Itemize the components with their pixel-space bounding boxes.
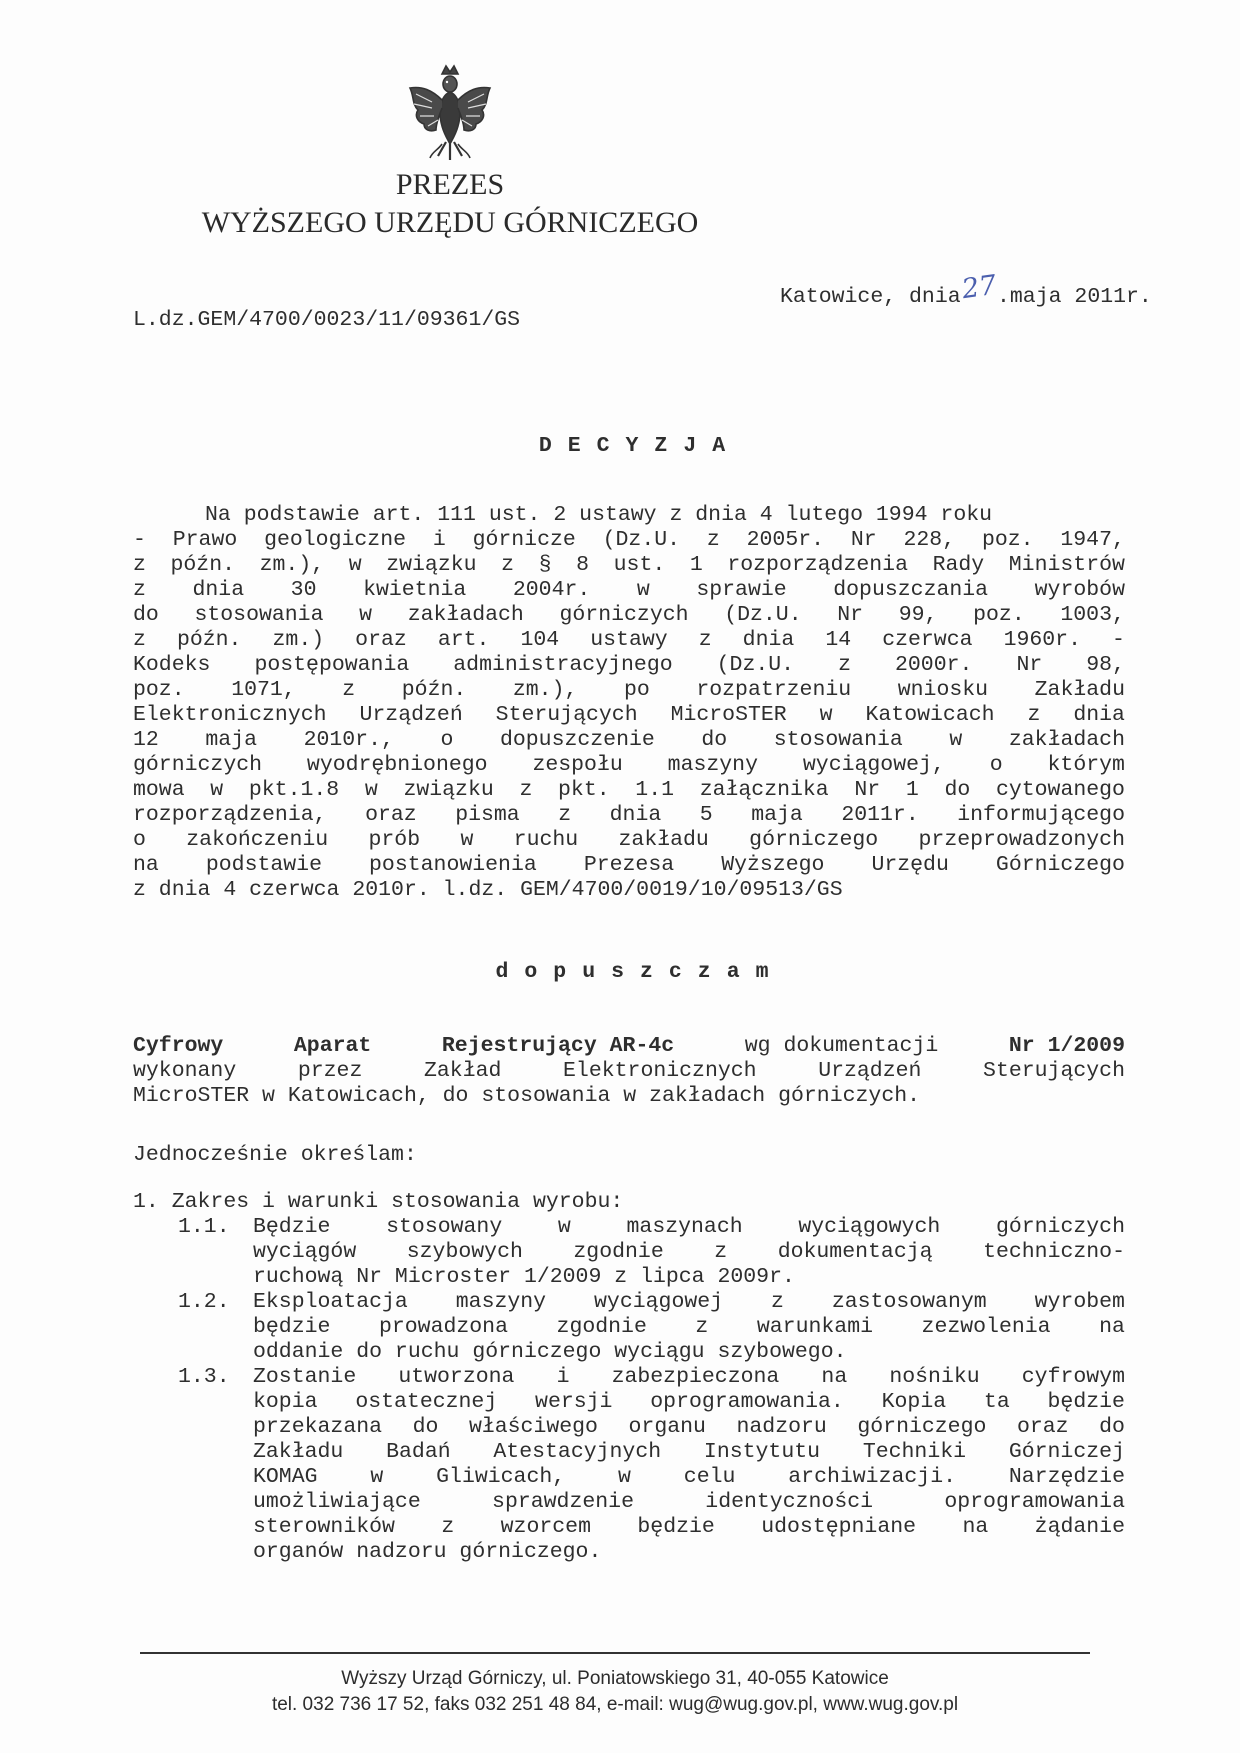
word: z	[1027, 703, 1041, 727]
word: ustawy	[590, 628, 668, 652]
word: Instytutu	[703, 1440, 821, 1464]
word: na	[133, 853, 159, 877]
word: 98,	[1086, 653, 1125, 677]
word: Gliwicach,	[436, 1465, 566, 1489]
word: MicroSTER	[670, 703, 787, 727]
word: Kopia	[881, 1390, 947, 1414]
text-line	[133, 728, 1125, 753]
text-line-content: MicroSTER w Katowicach, do stosowania w zakładach górniczych.	[133, 1084, 921, 1108]
word: przez	[297, 1059, 363, 1083]
text-line	[133, 503, 1125, 528]
condition-number: 1.3.	[178, 1365, 230, 1389]
word: z	[771, 1290, 784, 1314]
word: wyodrębnionego	[306, 753, 488, 777]
word: 228,	[903, 528, 956, 552]
word: poz.	[981, 528, 1034, 552]
word: wykonany	[133, 1059, 237, 1083]
text-line	[253, 1390, 1125, 1415]
word: w	[949, 728, 963, 752]
word: Nr	[850, 528, 877, 552]
text-line-content: oddanie do ruchu górniczego wyciągu szybowego.	[253, 1340, 847, 1364]
word: §	[538, 553, 552, 577]
text-line	[253, 1540, 1125, 1565]
text-line-content: organów nadzoru górniczego.	[253, 1540, 602, 1564]
issuer-institution: WYŻSZEGO URZĘDU GÓRNICZEGO	[201, 206, 699, 239]
legal-basis-paragraph	[133, 503, 1125, 903]
word: późn.	[170, 553, 236, 577]
word: zm.),	[259, 553, 325, 577]
word: z	[695, 1315, 709, 1339]
footer-contact: tel. 032 736 17 52, faks 032 251 48 84, e-mail: wug@wug.gov.pl, www.wug.gov.pl	[271, 1694, 959, 1715]
word: 2000r.	[895, 653, 973, 677]
word: prób	[368, 828, 421, 852]
word: Urządzeń	[818, 1059, 922, 1083]
footer-address: Wyższy Urząd Górniczy, ul. Poniatowskiego 31, 40-055 Katowice	[341, 1668, 889, 1689]
word: 1003,	[1060, 603, 1125, 627]
word: 14	[825, 628, 852, 652]
word: Rejestrujący AR-4c	[441, 1034, 675, 1058]
word: zakładach	[1008, 728, 1125, 752]
word: warunkami	[756, 1315, 873, 1339]
word: w	[819, 703, 833, 727]
word: podstawie	[205, 853, 322, 877]
word: w	[370, 1465, 384, 1489]
text-line	[253, 1440, 1125, 1465]
word: cyfrowym	[1021, 1365, 1125, 1389]
text-line	[253, 1515, 1125, 1540]
word: Aparat	[293, 1034, 372, 1058]
word: KOMAG	[253, 1465, 318, 1489]
word: właściwego	[468, 1415, 598, 1439]
word: szybowych	[406, 1240, 523, 1264]
word: z	[501, 553, 515, 577]
word: ruchu	[513, 828, 579, 852]
word: zgodnie	[573, 1240, 664, 1264]
word: identyczności	[705, 1490, 874, 1514]
word: zakończeniu	[186, 828, 329, 852]
text-line	[133, 1034, 1125, 1059]
word: z	[133, 553, 146, 577]
word: dnia	[742, 628, 795, 652]
word: będzie	[253, 1315, 331, 1339]
word: wyrobem	[1034, 1290, 1125, 1314]
word: żądanie	[1034, 1515, 1125, 1539]
word: Rady	[932, 553, 985, 577]
word: (Dz.U.	[724, 603, 802, 627]
word: prowadzona	[378, 1315, 508, 1339]
polish-eagle-emblem-icon	[402, 60, 498, 166]
condition-text	[253, 1290, 1125, 1365]
text-line	[253, 1415, 1125, 1440]
word: ust.	[613, 553, 666, 577]
word: stosowania	[194, 603, 324, 627]
text-line	[133, 528, 1125, 553]
word: pkt.	[558, 778, 610, 802]
word: z	[342, 678, 356, 702]
word: oprogramowania.	[650, 1390, 844, 1414]
word: do	[701, 728, 728, 752]
word: związku	[386, 553, 477, 577]
word: po	[623, 678, 650, 702]
word: dnia	[192, 578, 245, 602]
word: maja	[751, 803, 803, 827]
word: Badań	[386, 1440, 451, 1464]
word: z	[714, 1240, 728, 1264]
footer-divider	[140, 1652, 1090, 1654]
word: Sterujących	[495, 703, 638, 727]
word: techniczno-	[983, 1240, 1125, 1264]
word: Kodeks	[133, 653, 211, 677]
word: sprawdzenie	[492, 1490, 634, 1514]
text-line	[253, 1215, 1125, 1240]
text-line	[253, 1365, 1125, 1390]
word: 2010r.,	[303, 728, 394, 752]
word: wyciągowej	[594, 1290, 724, 1314]
word: administracyjnego	[453, 653, 673, 677]
word: art.	[437, 628, 490, 652]
document-title: DECYZJA	[538, 434, 742, 458]
word: Elektronicznych	[133, 703, 327, 727]
word: 2005r.	[746, 528, 825, 552]
word: w	[348, 553, 362, 577]
word: sterowników	[253, 1515, 395, 1539]
word: w	[460, 828, 474, 852]
text-line	[253, 1290, 1125, 1315]
text-line	[133, 1084, 1125, 1109]
word: dnia	[609, 803, 662, 827]
word: zm.)	[272, 628, 325, 652]
word: górniczych	[559, 603, 689, 627]
word: stosowany	[386, 1215, 503, 1239]
word: rozporządzenia,	[133, 803, 327, 827]
word: oprogramowania	[944, 1490, 1125, 1514]
word: o	[133, 828, 146, 852]
word: Eksploatacja	[253, 1290, 408, 1314]
word: 1.1	[635, 778, 675, 802]
word: wyciągów	[253, 1240, 357, 1264]
issuer-title: PREZES	[395, 168, 505, 201]
word: z	[133, 578, 146, 602]
word: sprawie	[696, 578, 787, 602]
word: Nr	[837, 603, 864, 627]
text-line	[253, 1265, 1125, 1290]
word: o	[989, 753, 1003, 777]
condition-item	[133, 1290, 1125, 1365]
word: i	[556, 1365, 570, 1389]
word: na	[1099, 1315, 1125, 1339]
word: Będzie	[253, 1215, 331, 1239]
word: mowa	[133, 778, 185, 802]
word: Techniki	[862, 1440, 967, 1464]
word: (Dz.U.	[602, 528, 681, 552]
text-line	[253, 1465, 1125, 1490]
word: 1960r.	[1003, 628, 1081, 652]
word: cytowanego	[995, 778, 1125, 802]
word: zm.),	[512, 678, 578, 702]
word: z	[133, 628, 146, 652]
text-line	[133, 703, 1125, 728]
word: geologiczne	[264, 528, 407, 552]
list-heading: 1. Zakres i warunki stosowania wyrobu:	[133, 1190, 624, 1214]
word: kwietnia	[363, 578, 467, 602]
text-line	[133, 653, 1125, 678]
text-line	[133, 628, 1125, 653]
word: Nr 1/2009	[1008, 1034, 1125, 1058]
word: Atestacyjnych	[493, 1440, 662, 1464]
word: utworzona	[398, 1365, 515, 1389]
word: 2004r.	[512, 578, 591, 602]
word: Zostanie	[253, 1365, 357, 1389]
word: do	[412, 1415, 439, 1439]
word: 8	[576, 553, 590, 577]
text-line	[133, 603, 1125, 628]
word: w	[364, 778, 378, 802]
word: -	[133, 528, 146, 552]
word: organu	[628, 1415, 706, 1439]
text-line	[133, 553, 1125, 578]
word: wg dokumentacji	[744, 1034, 939, 1058]
text-line	[133, 678, 1125, 703]
word: z	[441, 1515, 455, 1539]
word: ostatecznej	[355, 1390, 498, 1414]
word: Górniczego	[995, 853, 1125, 877]
word: dnia	[1073, 703, 1125, 727]
word: i	[432, 528, 446, 552]
word: Urządzeń	[359, 703, 463, 727]
text-line	[133, 853, 1125, 878]
word: w	[636, 578, 650, 602]
word: związku	[403, 778, 494, 802]
text-line	[133, 878, 1125, 903]
word: Zakładu	[253, 1440, 344, 1464]
text-line	[133, 778, 1125, 803]
word: 1	[689, 553, 703, 577]
word: oraz	[1016, 1415, 1069, 1439]
condition-item	[133, 1365, 1125, 1565]
text-line	[253, 1490, 1125, 1515]
word: pisma	[455, 803, 520, 827]
word: dopuszczania	[833, 578, 989, 602]
word: -	[1112, 628, 1125, 652]
word: maszyny	[667, 753, 758, 777]
text-line-content: ruchową Nr Microster 1/2009 z lipca 2009r.	[253, 1265, 795, 1289]
text-line-content: Na podstawie art. 111 ust. 2 ustawy z dnia 4 lutego 1994 roku	[205, 503, 993, 527]
word: zastosowanym	[831, 1290, 987, 1314]
word: 1071,	[231, 678, 296, 702]
condition-number: 1.2.	[178, 1290, 230, 1314]
date-suffix: .maja 2011r.	[997, 285, 1152, 309]
word: wersji	[535, 1390, 613, 1414]
word: 5	[699, 803, 713, 827]
word: ta	[983, 1390, 1010, 1414]
word: z	[838, 653, 851, 677]
word: którym	[1047, 753, 1125, 777]
date-prefix: Katowice, dnia	[780, 285, 961, 309]
word: rozporządzenia	[727, 553, 908, 577]
word: (Dz.U.	[716, 653, 795, 677]
text-line	[253, 1315, 1125, 1340]
reference-number: L.dz.GEM/4700/0023/11/09361/GS	[133, 308, 521, 332]
condition-text	[253, 1365, 1125, 1565]
word: 12	[133, 728, 159, 752]
word: Prezesa	[583, 853, 675, 877]
word: wyciągowych	[798, 1215, 941, 1239]
word: archiwizacji.	[788, 1465, 956, 1489]
word: na	[821, 1365, 848, 1389]
word: umożliwiające	[253, 1490, 421, 1514]
word: 1947,	[1060, 528, 1125, 552]
text-line	[253, 1240, 1125, 1265]
word: do	[1099, 1415, 1125, 1439]
handwritten-day: 27	[959, 269, 998, 306]
word: oraz	[365, 803, 417, 827]
word: zespołu	[532, 753, 623, 777]
word: zezwolenia	[921, 1315, 1051, 1339]
word: będzie	[1047, 1390, 1125, 1414]
word: będzie	[637, 1515, 715, 1539]
word: Elektronicznych	[563, 1059, 757, 1083]
word: górniczych	[995, 1215, 1125, 1239]
word: późn.	[401, 678, 467, 702]
condition-item	[133, 1215, 1125, 1290]
word: Urzędu	[871, 853, 949, 877]
word: Ministrów	[1008, 553, 1125, 577]
word: Cyfrowy	[133, 1034, 224, 1058]
condition-number: 1.1.	[178, 1215, 230, 1239]
conditions-intro: Jednocześnie określam:	[133, 1143, 417, 1167]
word: czerwca	[882, 628, 973, 652]
word: górnicze	[472, 528, 576, 552]
word: informującego	[957, 803, 1125, 827]
word: w	[557, 1215, 571, 1239]
conditions-list	[133, 1190, 1125, 1565]
word: 104	[520, 628, 560, 652]
text-line-content: z dnia 4 czerwca 2010r. l.dz. GEM/4700/0019/10/09513/GS	[133, 878, 843, 902]
text-line	[133, 803, 1125, 828]
product-paragraph	[133, 1034, 1125, 1109]
word: dopuszczenie	[499, 728, 655, 752]
word: poz.	[973, 603, 1025, 627]
text-line	[133, 1059, 1125, 1084]
word: postępowania	[254, 653, 410, 677]
word: kopia	[253, 1390, 318, 1414]
word: do	[133, 603, 159, 627]
text-line	[133, 753, 1125, 778]
word: do	[944, 778, 971, 802]
word: wzorcem	[500, 1515, 591, 1539]
word: Zakład	[423, 1059, 502, 1083]
word: poz.	[133, 678, 185, 702]
word: zabezpieczona	[611, 1365, 780, 1389]
word: z	[519, 778, 533, 802]
word: dokumentacją	[777, 1240, 933, 1264]
word: w	[618, 1465, 631, 1489]
date-line	[780, 269, 1152, 309]
word: Zakładu	[1034, 678, 1125, 702]
word: późn.	[176, 628, 242, 652]
word: załącznika	[699, 778, 829, 802]
word: maszynach	[626, 1215, 743, 1239]
word: pkt.1.8	[248, 778, 340, 802]
word: maszyny	[455, 1290, 547, 1314]
word: zgodnie	[556, 1315, 647, 1339]
word: nadzoru	[736, 1415, 827, 1439]
word: Katowicach	[865, 703, 995, 727]
word: Nr	[1016, 653, 1043, 677]
word: wyciągowej,	[802, 753, 945, 777]
text-line	[133, 578, 1125, 603]
word: zakładu	[618, 828, 709, 852]
text-line	[133, 828, 1125, 853]
word: Prawo	[172, 528, 238, 552]
decision-word: dopuszczam	[495, 960, 785, 984]
condition-text	[253, 1215, 1125, 1290]
word: 99,	[898, 603, 938, 627]
word: Narzędzie	[1008, 1465, 1125, 1489]
word: z	[706, 528, 720, 552]
word: maja	[205, 728, 257, 752]
word: rozpatrzeniu	[696, 678, 852, 702]
word: wyrobów	[1034, 578, 1125, 602]
word: w	[359, 603, 373, 627]
word: oraz	[355, 628, 407, 652]
word: 1	[905, 778, 919, 802]
word: wniosku	[897, 678, 989, 702]
word: Sterujących	[983, 1059, 1125, 1083]
word: celu	[683, 1465, 736, 1489]
word: nośniku	[889, 1365, 980, 1389]
word: górniczych	[133, 753, 263, 777]
word: na	[962, 1515, 989, 1539]
word: z	[558, 803, 572, 827]
word: z	[698, 628, 712, 652]
word: górniczego	[857, 1415, 987, 1439]
word: Wyższego	[721, 853, 825, 877]
word: Górniczej	[1008, 1440, 1125, 1464]
word: przekazana	[253, 1415, 383, 1439]
word: udostępniane	[761, 1515, 917, 1539]
word: przeprowadzonych	[918, 828, 1125, 852]
word: stosowania	[773, 728, 903, 752]
word: o	[440, 728, 454, 752]
word: górniczego	[749, 828, 879, 852]
word: w	[210, 778, 224, 802]
word: 2011r.	[841, 803, 919, 827]
word: 30	[290, 578, 317, 602]
word: Nr	[854, 778, 881, 802]
word: zakładach	[407, 603, 524, 627]
word: postanowienia	[369, 853, 537, 877]
text-line	[253, 1340, 1125, 1365]
